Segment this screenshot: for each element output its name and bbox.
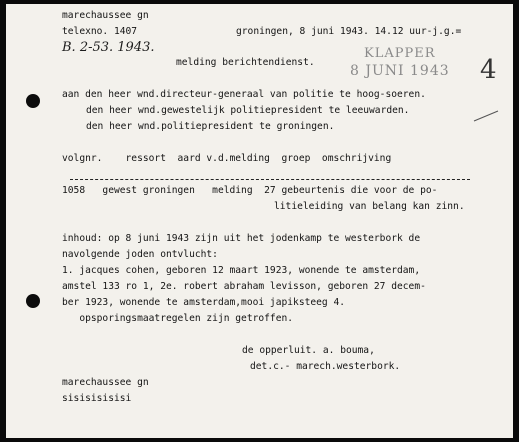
table-separator [70,179,470,180]
sender-header: marechaussee gn [62,10,149,21]
punch-hole-top [26,94,40,108]
body-line-5: ber 1923, wonende te amsterdam,mooi japiksteeg 4. [62,297,346,308]
margin-mark: 4 [480,55,497,85]
table-row-line-2: litieleiding van belang kan zinn. [274,201,465,212]
stamp-name: KLAPPER [364,46,436,61]
footer-closing: sisisisisisi [62,393,132,404]
signature-line-1: de opperluit. a. bouma, [242,345,375,356]
addressee-2: den heer wnd.gewestelijk politiepresident te leeuwarden. [86,105,410,116]
subject-line: melding berichtendienst. [176,57,315,68]
telex-document [6,4,513,438]
footer-sender: marechaussee gn [62,377,149,388]
punch-hole-bottom [26,294,40,308]
body-line-2: navolgende joden ontvlucht: [62,249,218,260]
body-line-6: opsporingsmaatregelen zijn getroffen. [62,313,294,324]
signature-line-2: det.c.- marech.westerbork. [250,361,401,372]
addressee-3: den heer wnd.politiepresident te groningen. [86,121,335,132]
handwritten-reference: B. 2-53. 1943. [62,40,155,55]
table-row-line-1: 1058 gewest groningen melding 27 gebeurtenis die voor de po- [62,185,438,196]
body-line-3: 1. jacques cohen, geboren 12 maart 1923, wonende te amsterdam, [62,265,421,276]
table-headers: volgnr. ressort aard v.d.melding groep omschrijving [62,153,392,164]
stamp-date: 8 JUNI 1943 [350,63,450,79]
telex-number: telexno. 1407 [62,26,138,37]
place-date-time: groningen, 8 juni 1943. 14.12 uur-j.g.= [236,26,462,37]
addressee-1: aan den heer wnd.directeur-generaal van politie te hoog-soeren. [62,89,426,100]
margin-pencil-stroke [472,109,502,123]
body-line-1: inhoud: op 8 juni 1943 zijn uit het jodenkamp te westerbork de [62,233,421,244]
body-line-4: amstel 133 ro 1, 2e. robert abraham levisson, geboren 27 decem- [62,281,426,292]
